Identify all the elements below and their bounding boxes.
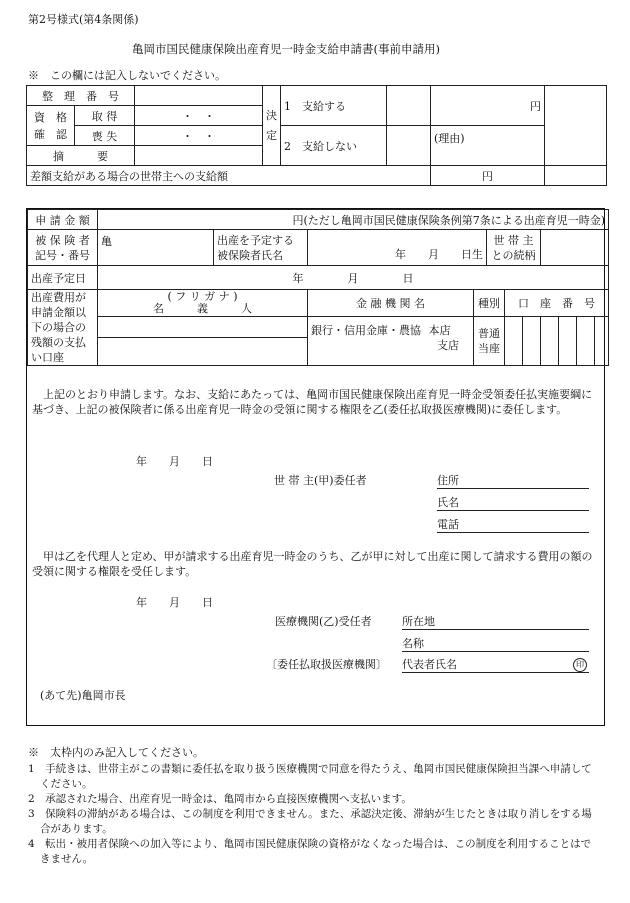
account-digit-3[interactable]	[541, 317, 559, 366]
shinsei-amount[interactable]: 円(ただし亀岡市国民健康保険条例第7条による出産育児一時金)	[98, 210, 609, 230]
kigo-field[interactable]	[98, 230, 214, 266]
hihoken-label-2: 記号・番号	[35, 248, 90, 262]
shutoku-date[interactable]: ・ ・	[135, 106, 263, 126]
account-digit-2[interactable]	[523, 317, 541, 366]
jusho-label: 住所	[437, 474, 459, 487]
sagaku-yen: 円	[431, 166, 545, 186]
account-digit-4[interactable]	[559, 317, 577, 366]
office-blank	[545, 86, 607, 166]
yotei-label-2: 被保険者氏名	[217, 248, 283, 262]
delegation-text: 上記のとおり申請します。なお、支給にあたっては、亀岡市国民健康保険出産育児一時金受領委任払実施要綱に基づき、上記の被保険者に係る出産育児一時金の受領に関する権限を乙(委任払取扱医療機関)に委任します。	[32, 388, 593, 416]
kinyu-label: 金 融 機 関 名	[308, 290, 474, 317]
shozaichi-field[interactable]	[402, 616, 589, 630]
koza-no-label: 口 座 番 号	[505, 290, 609, 317]
note-item: 1 手続きは、世帯主がこの書類に委任払を取り扱う医療機関で同意を得たうえ、亀岡市国民健康保険担当課へ申請してください。	[28, 763, 592, 790]
hihoken-label-1: 被 保 険 者	[35, 233, 90, 247]
futsu-label: 普通	[478, 327, 500, 341]
shutoku-label: 取 得	[75, 106, 135, 126]
soshitsu-date[interactable]: ・ ・	[135, 126, 263, 146]
acceptance-date[interactable]: 年 月 日	[136, 596, 213, 609]
office-use-note: ※ この欄には記入しないでください。	[28, 69, 226, 82]
seal-mark: 印	[573, 658, 587, 672]
denwa-field[interactable]	[437, 519, 589, 533]
daihyo-label: 代表者氏名	[402, 658, 457, 671]
tekiyo-label: 摘 要	[27, 146, 135, 166]
soshitsu-label: 喪 失	[75, 126, 135, 146]
account-type-field[interactable]	[474, 317, 505, 366]
toriatsukai-label: 〔委任払取扱医療機関〕	[266, 658, 387, 671]
kigo-prefix: 亀	[101, 235, 112, 248]
kettei-label-1: 決	[266, 108, 277, 122]
bank-name-field[interactable]	[308, 317, 474, 366]
seiri-cell[interactable]	[135, 86, 263, 106]
denwa-label: 電話	[437, 518, 459, 531]
shinsei-label: 申 請 金 額	[28, 210, 98, 230]
yen-label: 円	[431, 86, 545, 126]
koza-label: 出産費用が申請金額以下の場合の残額の支払い口座	[28, 290, 98, 366]
note-item: 2 承認された場合、出産育児一時金は、亀岡市から直接医療機関へ支払います。	[28, 793, 412, 805]
shubetsu-label: 種別	[474, 290, 505, 317]
toza-label: 当座	[478, 342, 500, 356]
form-number: 第2号様式(第4条関係)	[28, 13, 139, 26]
yoteibi-label: 出産予定日	[28, 266, 98, 290]
furigana-field[interactable]	[98, 319, 307, 338]
shimei-field[interactable]	[437, 497, 589, 511]
shozaichi-label: 所在地	[402, 615, 435, 628]
inin-label: 世 帯 主(甲)委任者	[274, 474, 367, 487]
meisho-label: 名称	[402, 637, 424, 650]
furigana-label: ( フ リ ガ ナ )	[167, 290, 238, 304]
opt1-label[interactable]: 1 支給する	[281, 86, 387, 126]
notes-list	[28, 762, 600, 867]
notes-head: ※ 太枠内のみ記入してください。	[28, 746, 204, 759]
yotei-name-field[interactable]	[308, 230, 487, 266]
setai-label-2: との続柄	[491, 248, 536, 262]
kettei-label-2: 定	[266, 128, 277, 142]
sagaku-label: 差額支給がある場合の世帯主への支給額	[27, 166, 431, 186]
meisho-field[interactable]	[402, 638, 589, 652]
kakunin-label: 確 認	[34, 127, 67, 141]
meigi-label: 名 義 人	[153, 302, 252, 316]
tekiyo-cell[interactable]	[135, 146, 263, 166]
junin-label: 医療機関(乙)受任者	[275, 615, 372, 628]
opt2-check[interactable]	[387, 126, 431, 166]
yoteibi-field[interactable]: 年 月 日	[98, 266, 609, 290]
shimei-label: 氏名	[437, 496, 459, 509]
account-digit-1[interactable]	[505, 317, 523, 366]
shiten-label: 支店	[437, 339, 459, 353]
seiri-label: 整 理 番 号	[27, 86, 135, 106]
application-table	[27, 209, 609, 366]
meigi-field[interactable]	[98, 338, 307, 363]
note-item: 4 転出・被用者保険への加入等により、亀岡市国民健康保険の資格がなくなった場合は、この制度を利用することはできません。	[28, 838, 592, 865]
page-title: 亀岡市国民健康保険出産育児一時金支給申請書(事前申請用)	[132, 42, 440, 56]
office-use-table	[26, 85, 607, 186]
setai-label-1: 世 帯 主	[493, 233, 534, 247]
note-item: 3 保険料の滞納がある場合は、この制度を利用できません。また、承認決定後、滞納が生じたときは取り消しをする場合があります。	[28, 808, 592, 835]
account-digit-5[interactable]	[577, 317, 595, 366]
atesaki-label: (あて先)亀岡市長	[40, 689, 126, 702]
yotei-label-1: 出産を予定する	[217, 233, 294, 247]
account-digit-6[interactable]	[595, 317, 609, 366]
opt1-check[interactable]	[387, 86, 431, 126]
delegation-date[interactable]: 年 月 日	[136, 455, 213, 468]
honten-label: 本店	[428, 324, 451, 338]
bank-types: 銀行・信用金庫・農協	[311, 324, 421, 338]
setai-relation-field[interactable]	[541, 230, 609, 266]
jusho-field[interactable]	[437, 475, 589, 489]
riyu-label: (理由)	[431, 126, 545, 166]
birth-date-label: 年 月 日生	[395, 248, 483, 261]
daihyo-field[interactable]	[402, 659, 589, 673]
acceptance-text: 甲は乙を代理人と定め、甲が請求する出産育児一時金のうち、乙が甲に対して出産に関して請求する費用の額の受領に関する権限を受任します。	[32, 550, 593, 578]
shikaku-label: 資 格	[34, 110, 67, 124]
opt2-label[interactable]: 2 支給しない	[281, 126, 387, 166]
